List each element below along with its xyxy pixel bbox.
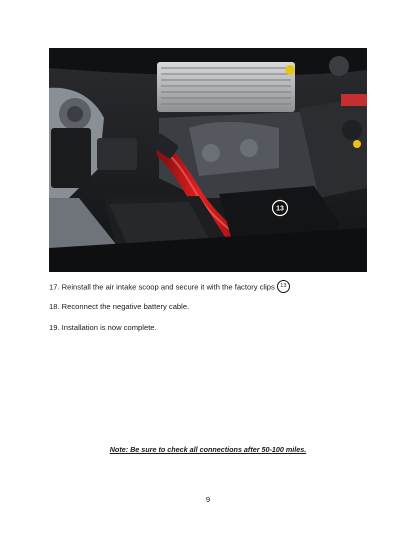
step-17 bbox=[49, 281, 290, 294]
clip-callout-badge: 13 bbox=[277, 280, 290, 293]
maintenance-note: Note: Be sure to check all connections after 50-100 miles. bbox=[109, 445, 307, 454]
step-17-text: 17. Reinstall the air intake scoop and secure it with the factory clips bbox=[49, 282, 275, 292]
step-19: 19. Installation is now complete. bbox=[49, 323, 157, 332]
engine-bay-photo bbox=[49, 48, 367, 272]
page-number: 9 bbox=[205, 495, 211, 504]
step-18: 18. Reconnect the negative battery cable. bbox=[49, 302, 190, 311]
photo-callout-label: 13 bbox=[276, 205, 284, 213]
